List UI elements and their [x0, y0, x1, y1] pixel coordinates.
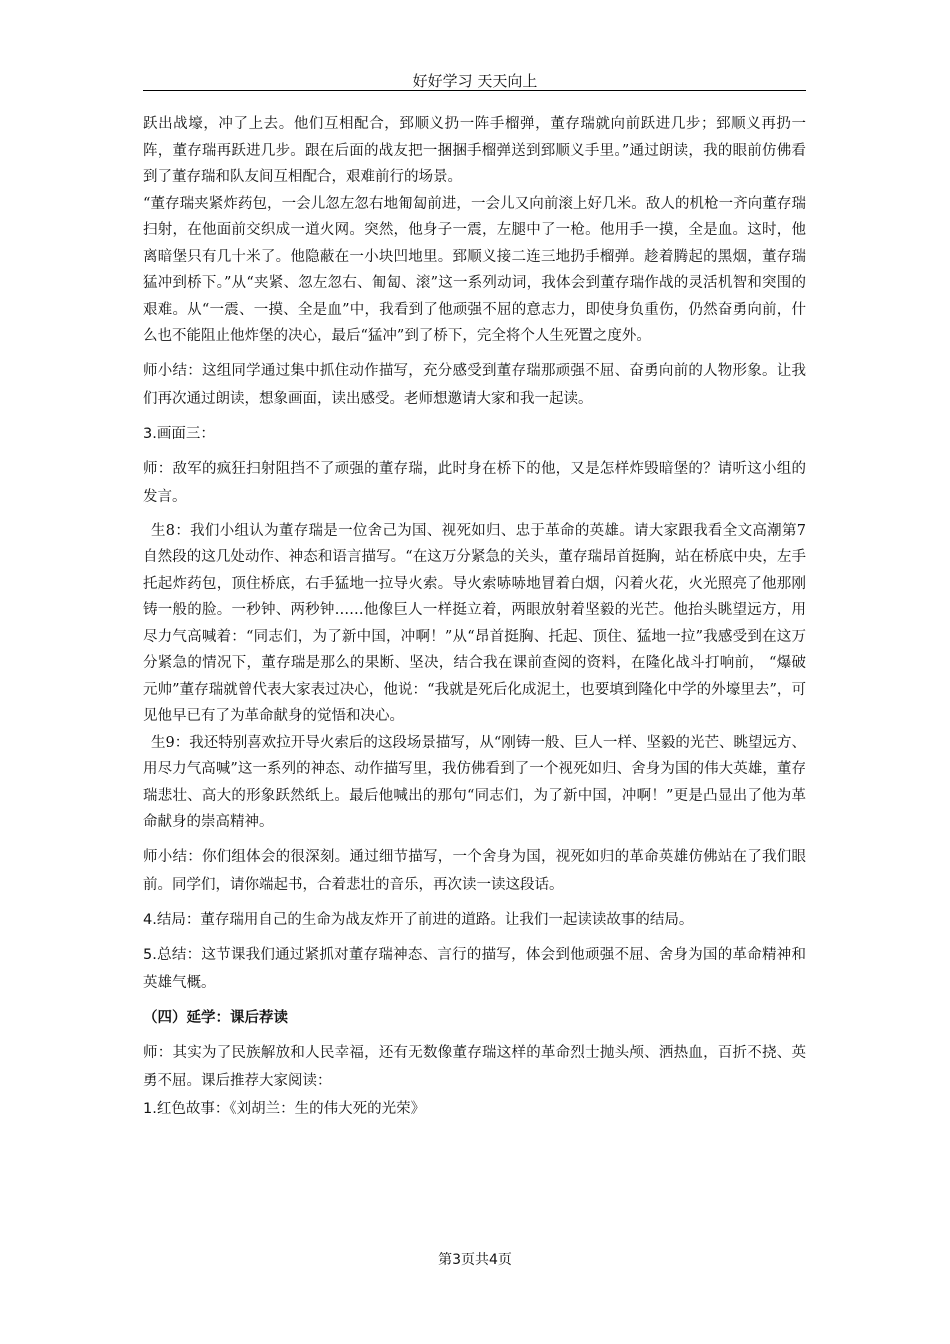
paragraph-teacher-question: 师：敌军的疯狂扫射阻挡不了顽强的董存瑞，此时身在桥下的他，又是怎样炸毁暗堡的？请听这小组的发言。	[143, 460, 806, 505]
document-body	[143, 111, 806, 1123]
paragraph-teacher-summary-2: 师小结：你们组体会的很深刻。通过细节描写，一个舍身为国，视死如归的革命英雄仿佛站在了我们眼前。同学们，请你端起书，合着悲壮的音乐，再次读一读这段话。	[143, 848, 806, 893]
paragraph-quote-crawling: “董存瑞夹紧炸药包，一会儿忽左忽右地匍匐前进，一会儿又向前滚上好几米。敌人的机枪一齐向董存瑞扫射，在他面前交织成一道火网。突然，他身子一震，左腿中了一枪。他用手一摸，全是血。这时，他离暗堡只有几十米了。他隐蔽在一小块凹地里。郅顺义接二连三地扔手榴弹。趁着腾起的黑烟，董存瑞猛冲到桥下。”从“夹紧、忽左忽右、匍匐、滚”这一系列动词，我体会到董存瑞作战的灵活机智和突围的艰难。从“一震、一摸、全是血”中，我看到了他顽强不屈的意志力，即使身负重伤，仍然奋勇向前，什么也不能阻止他炸堡的决心，最后“猛冲”到了桥下，完全将个人生死置之度外。	[143, 195, 806, 344]
paragraph-conclusion: 5.总结：这节课我们通过紧抓对董存瑞神态、言行的描写，体会到他顽强不屈、舍身为国的革命精神和英雄气概。	[143, 946, 806, 991]
paragraph-student-9: 生9：我还特别喜欢拉开导火索后的这段场景描写，从“刚铸一般、巨人一样、坚毅的光芒、眺望远方、用尽力气高喊”这一系列的神态、动作描写里，我仿佛看到了一个视死如归、舍身为国的伟大英雄，董存瑞悲壮、高大的形象跃然纸上。最后他喊出的那句“同志们，为了新中国，冲啊！”更是凸显出了他为革命献身的崇高精神。	[143, 734, 806, 830]
list-item-red-story: 1.红色故事：《刘胡兰：生的伟大死的光荣》	[143, 1100, 426, 1117]
paragraph-recommendation: 师：其实为了民族解放和人民幸福，还有无数像董存瑞这样的革命烈士抛头颅、洒热血，百折不挠、英勇不屈。课后推荐大家阅读：	[143, 1044, 806, 1089]
header-divider	[143, 90, 806, 91]
section-heading-scene-three: 3.画面三：	[143, 425, 215, 442]
paragraph-reading-cooperation: 跃出战壕，冲了上去。他们互相配合，郅顺义扔一阵手榴弹，董存瑞就向前跃进几步；郅顺义再扔一阵，董存瑞再跃进几步。跟在后面的战友把一捆捆手榴弹送到郅顺义手里。”通过朗读，我的眼前仿佛看到了董存瑞和队友间互相配合，艰难前行的场景。	[143, 116, 806, 185]
paragraph-student-8: 生8：我们小组认为董存瑞是一位舍己为国、视死如归、忠于革命的英雄。请大家跟我看全文高潮第7自然段的这几处动作、神态和语言描写。“在这万分紧急的关头，董存瑞昂首挺胸，站在桥底中央，左手托起炸药包，顶住桥底，右手猛地一拉导火索。导火索哧哧地冒着白烟，闪着火花，火光照亮了他那刚铸一般的脸。一秒钟、两秒钟……他像巨人一样挺立着，两眼放射着坚毅的光芒。他抬头眺望远方，用尽力气高喊着：“同志们，为了新中国，冲啊！”从“昂首挺胸、托起、顶住、猛地一拉”我感受到在这万分紧急的情况下，董存瑞是那么的果断、坚决，结合我在课前查阅的资料，在隆化战斗打响前， “爆破元帅”董存瑞就曾代表大家表过决心，他说：“我就是死后化成泥土，也要填到隆化中学的外壕里去”，可见他早已有了为革命献身的觉悟和决心。	[143, 522, 806, 724]
section-heading-extended-reading: （四）延学：课后荐读	[143, 1009, 288, 1026]
paragraph-ending: 4.结局：董存瑞用自己的生命为战友炸开了前进的道路。让我们一起读读故事的结局。	[143, 911, 694, 928]
paragraph-teacher-summary-1: 师小结：这组同学通过集中抓住动作描写，充分感受到董存瑞那顽强不屈、奋勇向前的人物形象。让我们再次通过朗读，想象画面，读出感受。老师想邀请大家和我一起读。	[143, 362, 806, 407]
page-header: 好好学习 天天向上	[412, 72, 538, 90]
page-number: 第3页共4页	[438, 1252, 512, 1268]
